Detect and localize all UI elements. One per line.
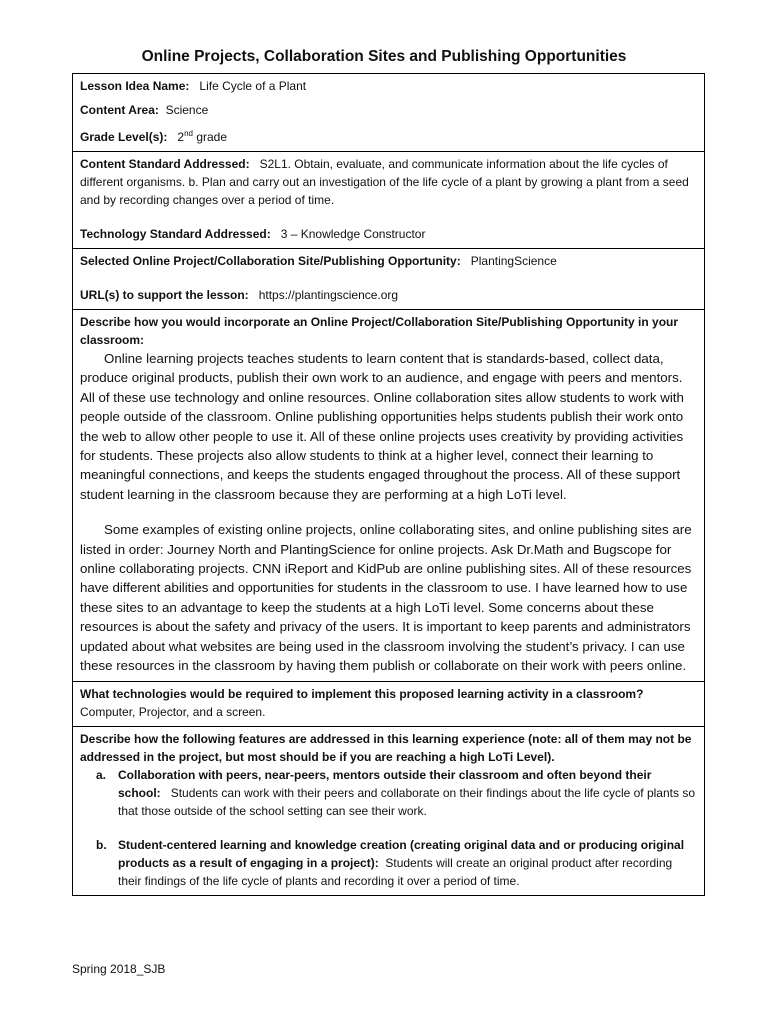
features-question: [80, 730, 698, 766]
lesson-form-table: [72, 73, 705, 896]
selected-site-value: PlantingScience: [470, 254, 557, 268]
lesson-info-section: [73, 74, 704, 151]
grade-word: grade: [196, 130, 228, 144]
feature-text: [118, 836, 698, 890]
selection-section: [73, 248, 704, 309]
feature-item-a: [96, 766, 698, 820]
grade-suffix: nd: [184, 129, 193, 138]
document-title: Online Projects, Collaboration Sites and Publishing Opportunities: [141, 48, 627, 65]
feature-label: Collaboration with peers, near-peers, mentors outside their classroom and often beyond their school:: [118, 767, 652, 800]
standards-section: [73, 151, 704, 248]
selected-site-row: [80, 252, 698, 270]
feature-marker: b.: [96, 837, 107, 852]
grade-level-label: Grade Level(s):: [80, 130, 168, 144]
technology-standard: [80, 225, 698, 243]
feature-text: [118, 766, 698, 820]
technologies-section: [73, 681, 704, 726]
technology-standard-value: 3 – Knowledge Constructor: [280, 227, 426, 241]
feature-label: Student-centered learning and knowledge creation (creating original data and or producing original products as a result of engaging in a project):: [118, 837, 685, 870]
content-standard-label: Content Standard Addressed:: [80, 157, 250, 171]
describe-section: [73, 309, 704, 681]
content-standard-value: S2L1. Obtain, evaluate, and communicate information about the life cycles of different organisms. b. Plan and carry out an investigation of the life cycle of a plant by growing a plant from a seed and by recording changes over a period of time.: [80, 157, 689, 207]
content-area-row: [80, 101, 698, 119]
feature-answer: Students will create an original product after recording their findings of the life cycle of plants and recording it over a period of time.: [118, 855, 673, 888]
feature-marker: a.: [96, 767, 107, 782]
feature-item-b: [96, 836, 698, 890]
describe-question: [80, 313, 698, 349]
selected-site-label: Selected Online Project/Collaboration Site/Publishing Opportunity:: [80, 254, 461, 268]
content-standard: [80, 155, 698, 209]
technologies-question: [80, 685, 698, 703]
content-area-label: Content Area:: [80, 103, 159, 117]
technologies-answer: Computer, Projector, and a screen.: [80, 704, 266, 719]
grade-level-row: [80, 125, 698, 146]
footer-text: Spring 2018_SJB: [72, 962, 166, 976]
feature-answer: Students can work with their peers and collaborate on their findings about the life cycle of plants so that those outside of the school setting can see their work.: [118, 785, 695, 818]
url-label: URL(s) to support the lesson:: [80, 288, 249, 302]
url-row: [80, 286, 698, 304]
features-section: [73, 726, 704, 895]
grade-number: 2: [177, 130, 185, 144]
technology-standard-label: Technology Standard Addressed:: [80, 227, 271, 241]
lesson-idea-value: Life Cycle of a Plant: [199, 79, 307, 93]
describe-paragraph-1: Online learning projects teaches students to learn content that is standards-based, collect data, produce original products, publish their own work to an audience, and engage with peers and mentors. All of these use technology and online resources. Online collaboration sites allow students to work with people outside of the classroom. Online publishing opportunities helps students publish their work onto the web to allow other people to use it. All of these online projects uses creativity by providing activities for students. These projects also allow students to think at a higher level, connect their learning to meaningful connections, and keeps the students engaged throughout the process. All of these support student learning in the classroom because they are performing at a high LoTi level.: [80, 351, 684, 502]
describe-question-text: Describe how you would incorporate an Online Project/Collaboration Site/Publishing Opportunity in your classroom:: [80, 315, 679, 347]
features-question-text: Describe how the following features are addressed in this learning experience (note: all of them may not be addressed in the project, but most should be if you are reaching a high LoTi Level).: [80, 731, 692, 764]
url-value: https://plantingscience.org: [258, 288, 399, 302]
describe-paragraph-2: Some examples of existing online projects, online collaborating sites, and online publishing sites are listed in order: Journey North and PlantingScience for online projects. Ask Dr.Math and Bugscope for online collaborating projects. CNN iReport and KidPub are online publishing sites. All of these resources have different abilities and opportunities for students in the classroom to use. I have learned how to use these sites to an advantage to keep the students at a high LoTi level. Some concerns about these resources is about the safety and privacy of the users. It is important to keep parents and administrators updated about what websites are being used in the classroom involving the student’s privacy. I can use these resources in the classroom by having them publish or collaborate on their work with peers online.: [80, 522, 692, 674]
content-area-value: Science: [165, 103, 209, 117]
lesson-idea-label: Lesson Idea Name:: [80, 79, 190, 93]
technologies-question-text: What technologies would be required to implement this proposed learning activity in a classroom?: [80, 686, 644, 701]
lesson-idea-row: [80, 77, 698, 95]
